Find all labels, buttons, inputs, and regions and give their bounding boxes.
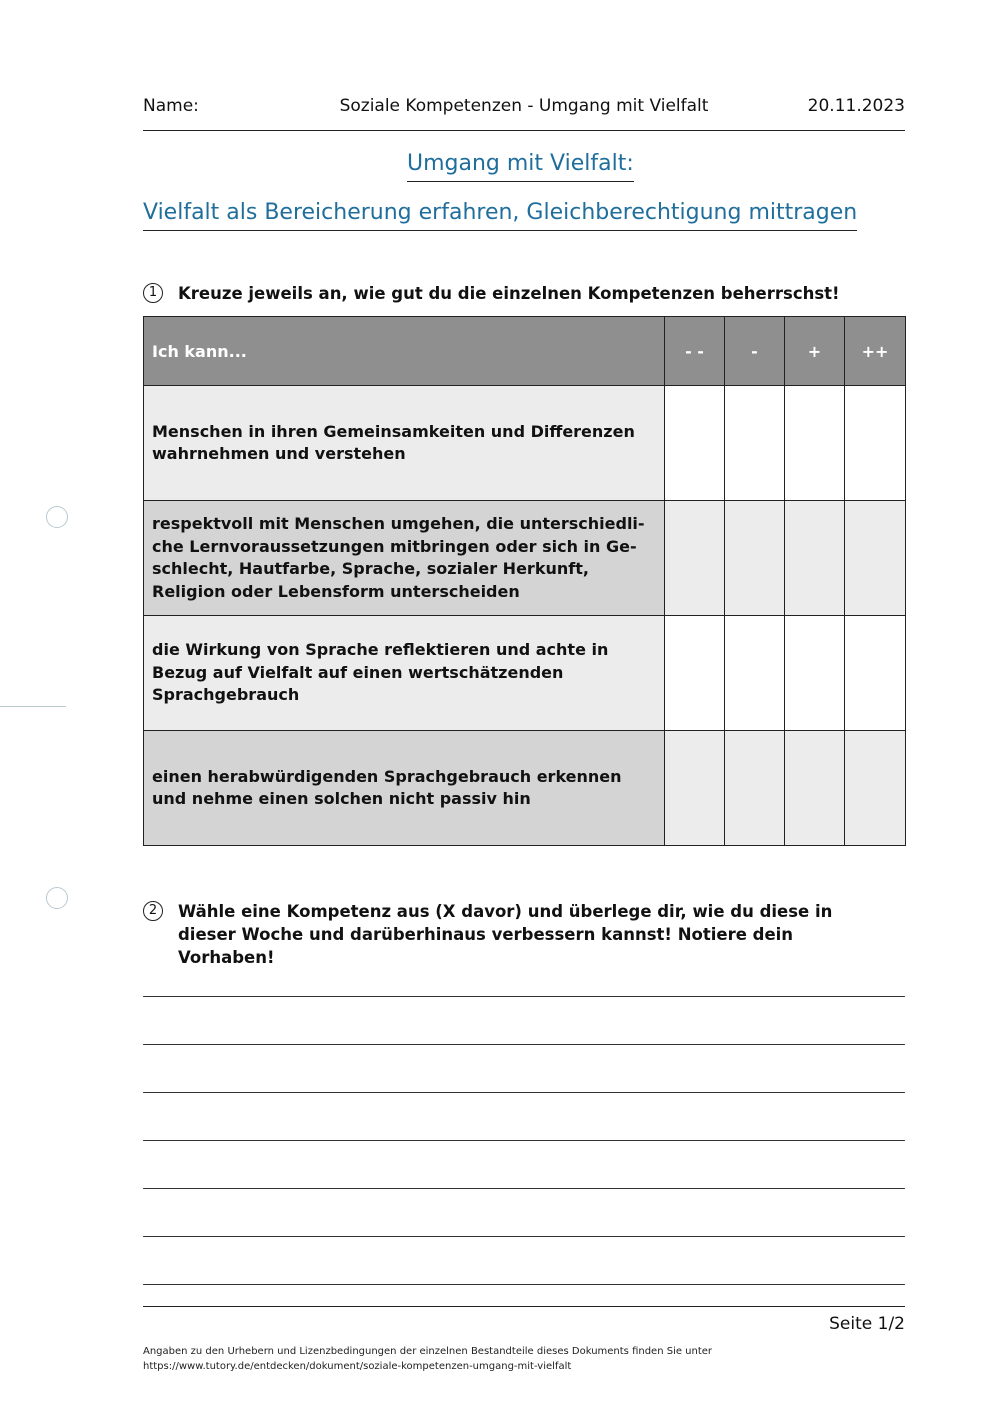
writing-line[interactable] — [143, 1236, 905, 1237]
competence-text: einen herabwürdigenden Sprachgebrauch erkennen und nehme einen solchen nicht passiv hin — [144, 731, 665, 846]
task-instruction: Wähle eine Kompetenz aus (X davor) und überlege dir, wie du diese in dieser Woche und darüberhinaus verbessern kannst! Notiere dein Vorhaben! — [178, 902, 833, 967]
rating-cell[interactable] — [725, 501, 785, 616]
competence-text: Menschen in ihren Gemeinsamkeiten und Differenzen wahrnehmen und verstehen — [144, 386, 665, 501]
task-number: 1 — [143, 283, 163, 303]
name-label: Name: — [143, 96, 199, 116]
task-number: 2 — [143, 901, 163, 921]
column-header: + — [785, 317, 845, 386]
rating-cell[interactable] — [725, 386, 785, 501]
page-number: Seite 1/2 — [829, 1314, 905, 1334]
writing-line[interactable] — [143, 996, 905, 997]
column-header: - - — [665, 317, 725, 386]
column-header: Ich kann... — [144, 317, 665, 386]
writing-line[interactable] — [143, 1284, 905, 1285]
column-header: ++ — [845, 317, 906, 386]
page-header — [143, 94, 905, 131]
rating-cell[interactable] — [845, 386, 906, 501]
rating-cell[interactable] — [665, 386, 725, 501]
rating-cell[interactable] — [665, 501, 725, 616]
table-row — [144, 731, 906, 846]
footer-divider — [143, 1306, 905, 1307]
column-header: - — [725, 317, 785, 386]
rating-cell[interactable] — [845, 731, 906, 846]
table-row — [144, 616, 906, 731]
rating-cell[interactable] — [725, 616, 785, 731]
source-note — [143, 1344, 712, 1374]
competence-text: respektvoll mit Menschen umgehen, die unterschiedliche Lernvoraussetzungen mitbringen oder sich in Geschlecht, Hautfarbe, Sprache, sozialer Herkunft, Religion oder Lebensform unterscheiden — [144, 501, 665, 616]
table-row — [144, 386, 906, 501]
writing-line[interactable] — [143, 1140, 905, 1141]
fold-mark — [0, 706, 66, 707]
rating-cell[interactable] — [785, 501, 845, 616]
header-date: 20.11.2023 — [807, 96, 905, 116]
source-url[interactable]: https://www.tutory.de/entdecken/dokument/soziale-kompetenzen-umgang-mit-vielfalt — [143, 1361, 572, 1372]
source-text: Angaben zu den Urhebern und Lizenzbedingungen der einzelnen Bestandteile dieses Dokuments finden Sie unter — [143, 1346, 713, 1357]
rating-cell[interactable] — [665, 731, 725, 846]
writing-line[interactable] — [143, 1092, 905, 1093]
punch-hole-mark — [46, 887, 68, 909]
competence-text: die Wirkung von Sprache reflektieren und achte in Bezug auf Vielfalt auf einen wertschätzenden Sprachgebrauch — [144, 616, 665, 731]
rating-cell[interactable] — [845, 616, 906, 731]
competence-table — [143, 316, 906, 846]
subject-title: Soziale Kompetenzen - Umgang mit Vielfalt — [339, 96, 709, 116]
page-title: Umgang mit Vielfalt: — [407, 151, 634, 182]
task-instruction: Kreuze jeweils an, wie gut du die einzelnen Kompetenzen beherrschst! — [178, 284, 840, 303]
table-row — [144, 501, 906, 616]
rating-cell[interactable] — [785, 731, 845, 846]
writing-line[interactable] — [143, 1044, 905, 1045]
rating-cell[interactable] — [785, 616, 845, 731]
rating-cell[interactable] — [845, 501, 906, 616]
page-subtitle: Vielfalt als Bereicherung erfahren, Gleichberechtigung mittragen — [143, 200, 857, 231]
rating-cell[interactable] — [665, 616, 725, 731]
punch-hole-mark — [46, 506, 68, 528]
rating-cell[interactable] — [785, 386, 845, 501]
table-header-row — [144, 317, 906, 386]
writing-line[interactable] — [143, 1188, 905, 1189]
rating-cell[interactable] — [725, 731, 785, 846]
